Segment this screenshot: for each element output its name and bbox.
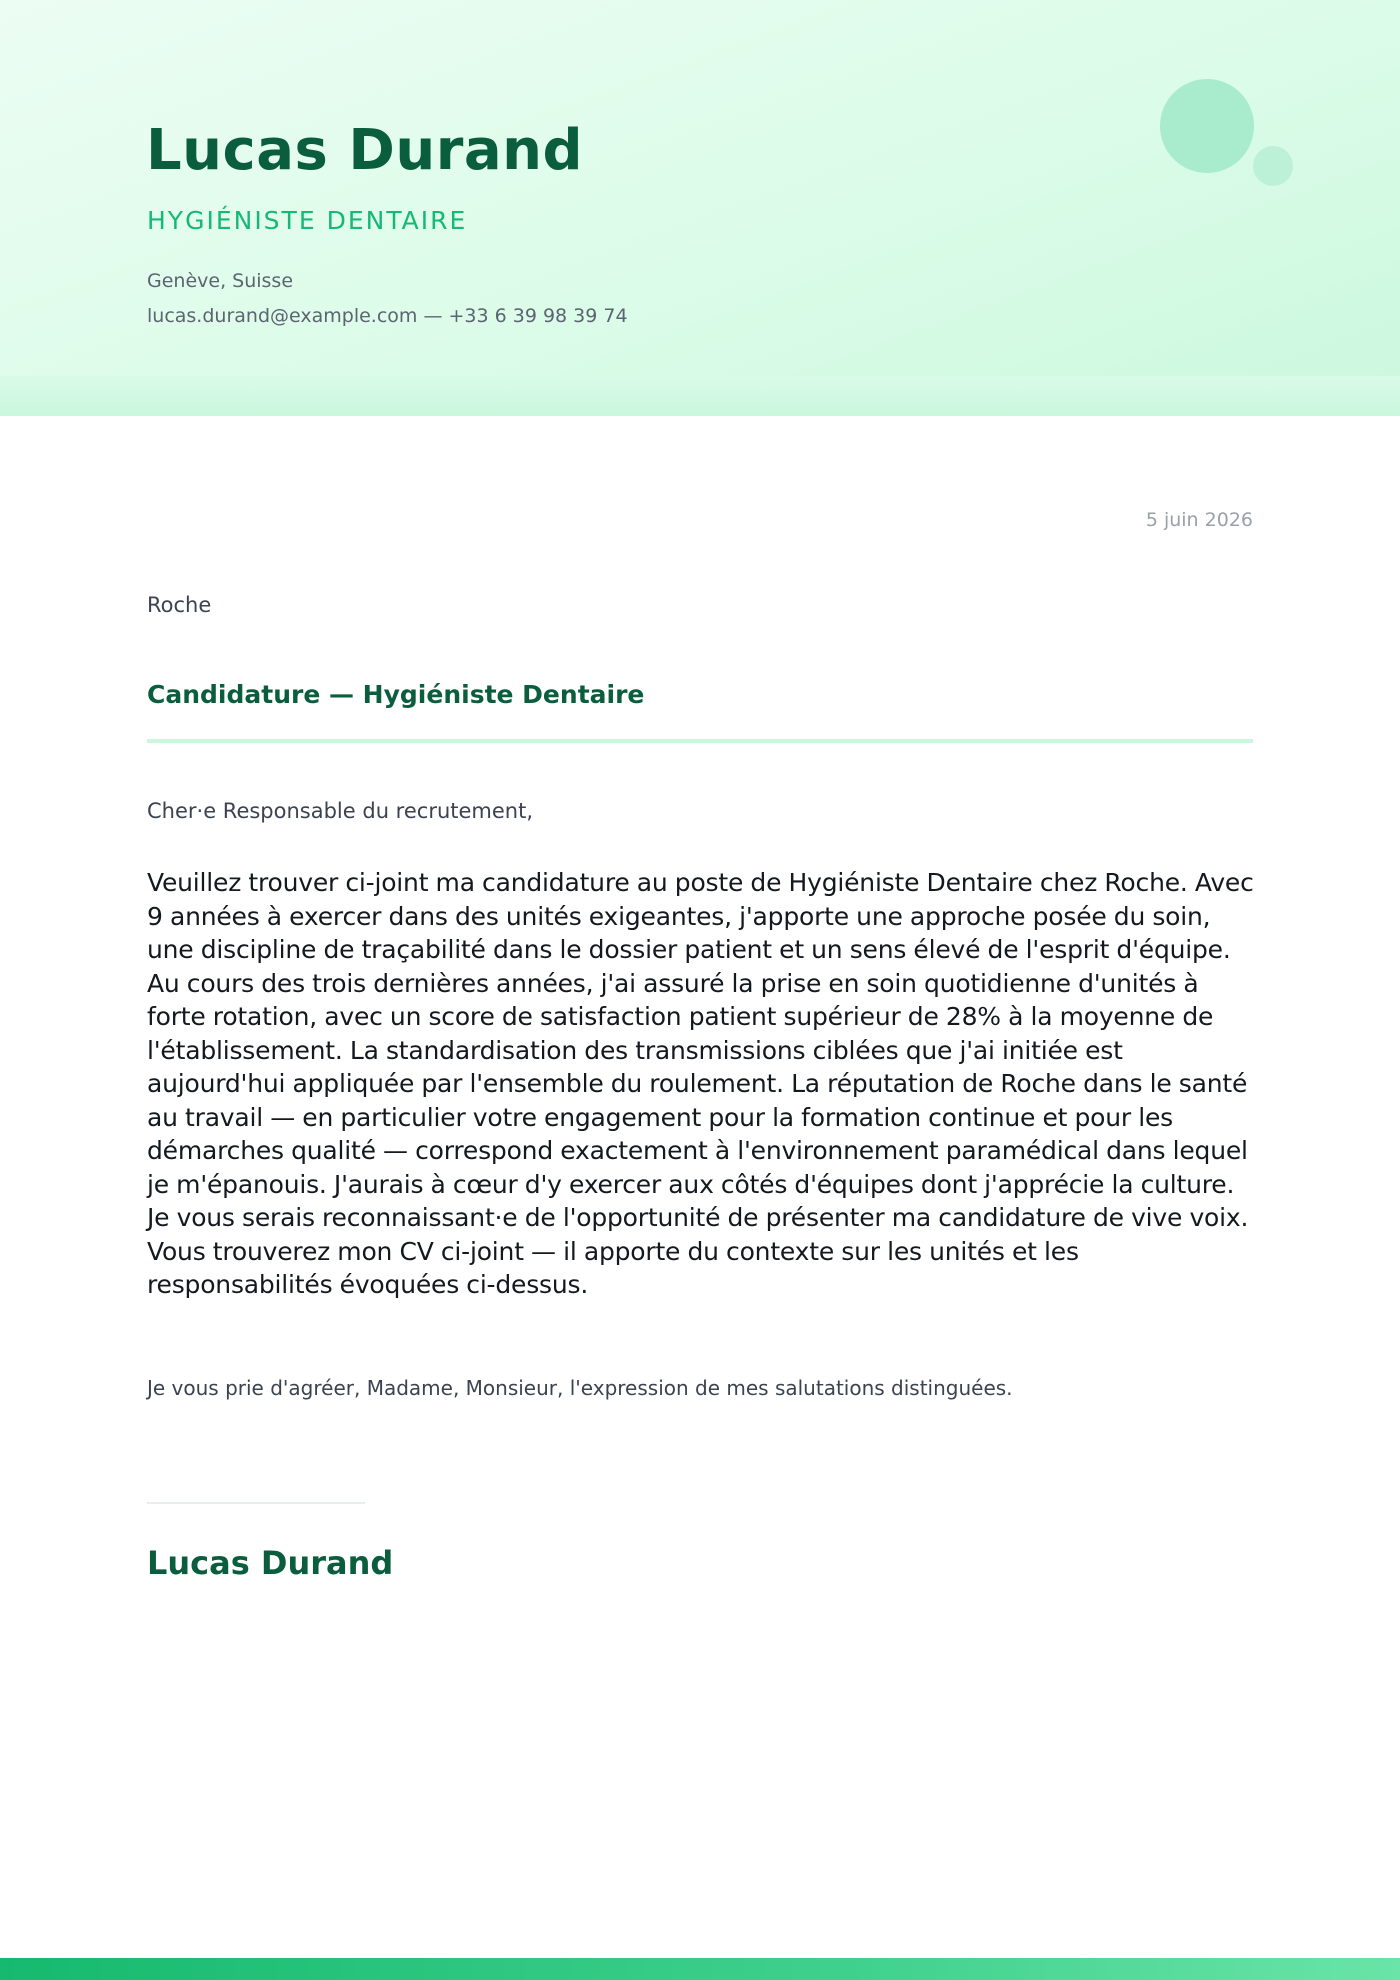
letter-subject: Candidature — Hygiéniste Dentaire — [147, 680, 645, 709]
header-band — [0, 376, 1400, 416]
recipient: Roche — [147, 593, 212, 617]
sender-contact: lucas.durand@example.com — +33 6 39 98 39 74 — [147, 305, 628, 327]
letter-body: Veuillez trouver ci-joint ma candidature au poste de Hygiéniste Dentaire chez Roche. Avec 9 années à exercer dans des unités exigeantes, j'apporte une approche posée du soin, une discipline de traçabilité dans le dossier patient et un sens élevé de l'esprit d'équipe. Au cours des trois dernières années, j'ai assuré la prise en soin quotidienne d'unités à forte rotation, avec un score de satisfaction patient supérieur de 28% à la moyenne de l'établissement. La standardisation des transmissions ciblées que j'ai initiée est aujourd'hui appliquée par l'ensemble du roulement. La réputation de Roche dans le santé au travail — en particulier votre engagement pour la formation continue et pour les démarches qualité — correspond exactement à l'environnement paramédical dans lequel je m'épanouis. J'aurais à cœur d'y exercer aux côtés d'équipes dont j'apprécie la culture. Je vous serais reconnaissant·e de l'opportunité de présenter ma candidature de vive voix. Vous trouverez mon CV ci-joint — il apporte du contexte sur les unités et les responsabilités évoquées ci-dessus. — [147, 868, 1254, 1299]
signature-divider — [147, 1502, 365, 1504]
letter-header — [0, 0, 1400, 376]
sender-name: Lucas Durand — [146, 118, 584, 183]
closing: Je vous prie d'agréer, Madame, Monsieur, l'expression de mes salutations distinguées. — [147, 1376, 1013, 1400]
sender-job-title: HYGIÉNISTE DENTAIRE — [147, 206, 468, 235]
letter-date: 5 juin 2026 — [1145, 509, 1253, 531]
sender-location: Genève, Suisse — [147, 270, 294, 292]
greeting: Cher·e Responsable du recrutement, — [147, 799, 534, 823]
decorative-circle-small — [1253, 146, 1293, 186]
decorative-circle-large — [1160, 79, 1254, 173]
signature: Lucas Durand — [147, 1544, 394, 1582]
footer-bar — [0, 1958, 1400, 1980]
subject-divider — [147, 739, 1253, 743]
